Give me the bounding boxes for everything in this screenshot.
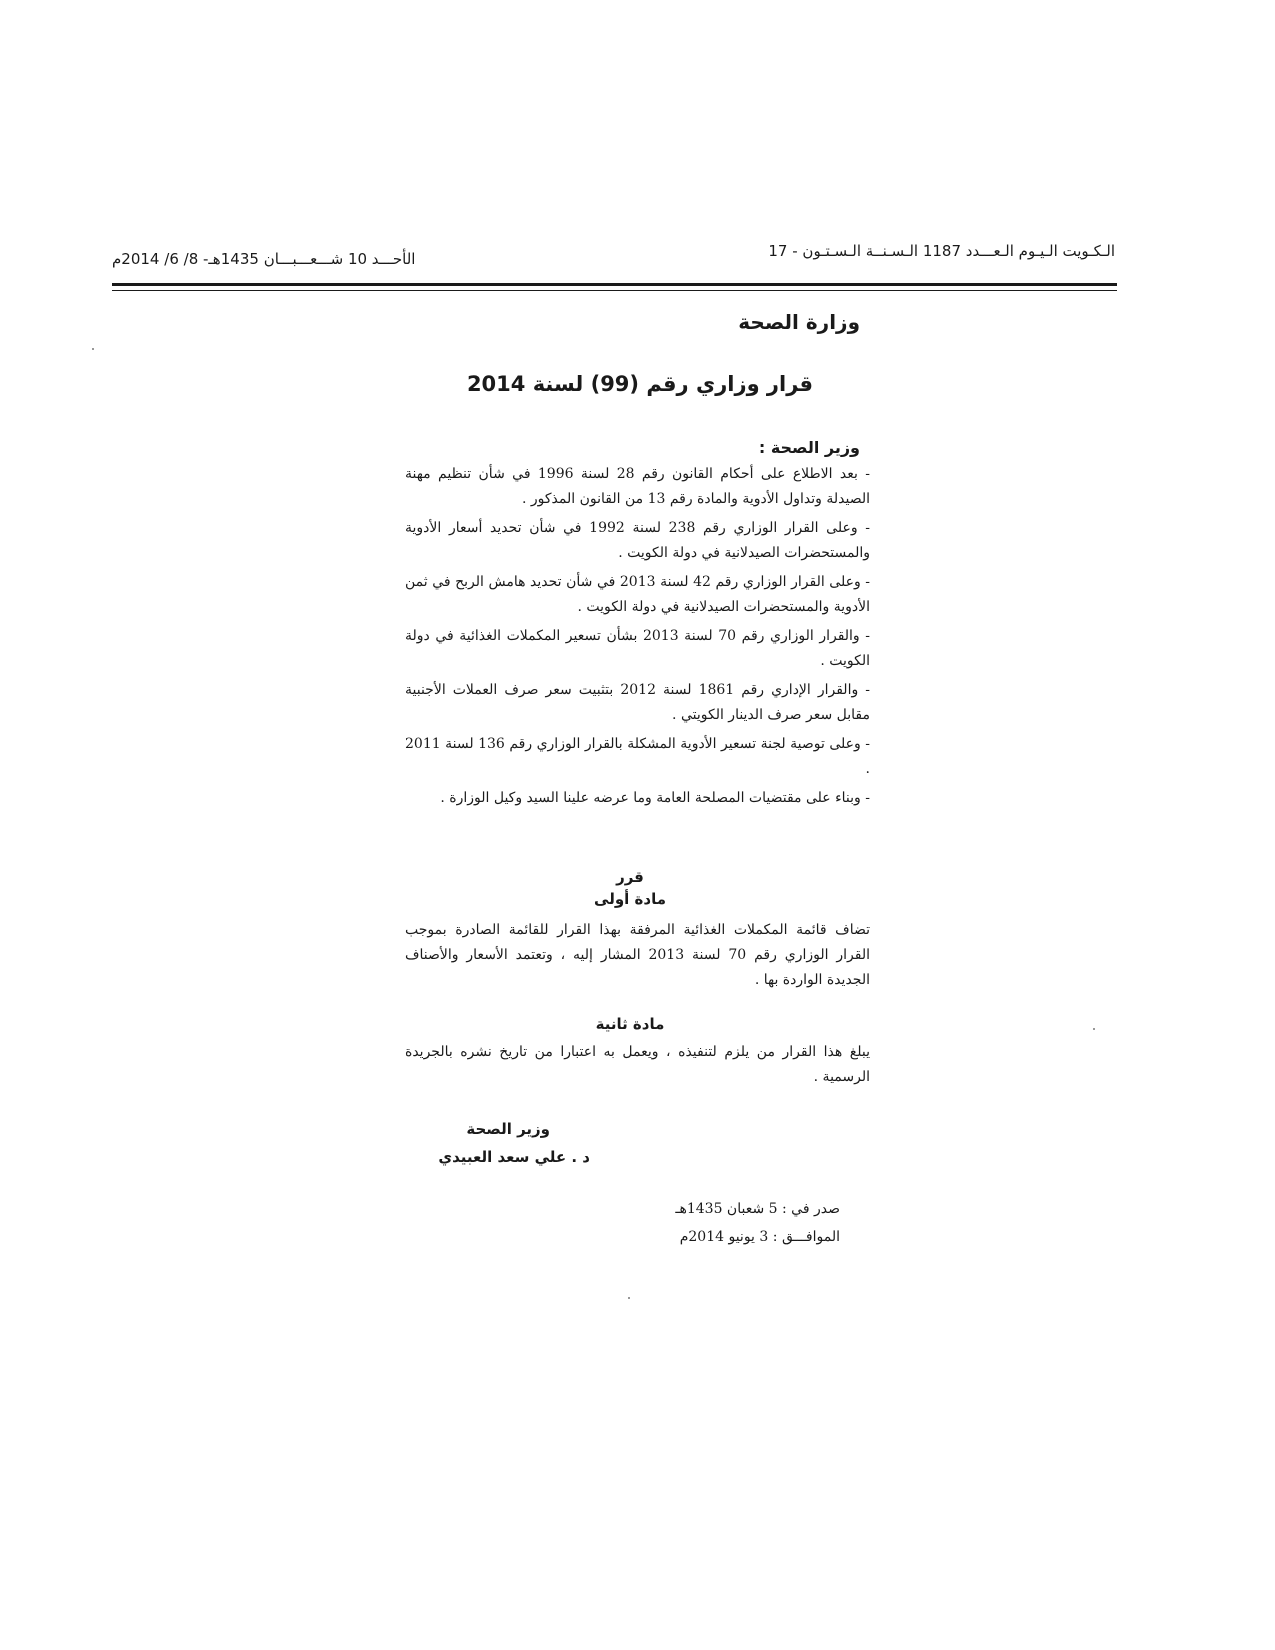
preamble-clause: - وعلى القرار الوزاري رقم 238 لسنة 1992 في شأن تحديد أسعار الأدوية والمستحضرات الصيدلانية في دولة الكويت .	[405, 520, 870, 561]
preamble	[405, 462, 870, 811]
preamble-clause: - وعلى القرار الوزاري رقم 42 لسنة 2013 في شأن تحديد هامش الربح في ثمن الأدوية والمستحضرات الصيدلانية في دولة الكويت .	[405, 574, 870, 615]
scan-speck	[1093, 1028, 1095, 1030]
header-rule-thin	[112, 290, 1117, 291]
issue-dates	[600, 1195, 840, 1251]
preamble-clause: - وعلى توصية لجنة تسعير الأدوية المشكلة بالقرار الوزاري رقم 136 لسنة 2011 .	[405, 736, 870, 777]
article-1-text: تضاف قائمة المكملات الغذائية المرفقة بهذا القرار للقائمة الصادرة بموجب القرار الوزاري رقم 70 لسنة 2013 المشار إليه ، وتعتمد الأسعار والأصناف الجديدة الواردة بها .	[405, 922, 870, 988]
scan-speck	[628, 1297, 630, 1299]
article-2-text: يبلغ هذا القرار من يلزم لتنفيذه ، ويعمل به اعتبارا من تاريخ نشره بالجريدة الرسمية .	[405, 1044, 870, 1085]
decided-heading: قرر	[616, 868, 644, 886]
preamble-clause: - والقرار الإداري رقم 1861 لسنة 2012 بتثبيت سعر صرف العملات الأجنبية مقابل سعر صرف الدينار الكويتي .	[405, 682, 870, 723]
signature-name: د . علي سعد العبيدي	[438, 1148, 590, 1166]
preamble-clause: - وبناء على مقتضيات المصلحة العامة وما عرضه علينا السيد وكيل الوزارة .	[440, 790, 870, 806]
minister-heading: وزير الصحة :	[758, 438, 860, 457]
issue-date-hijri: صدر في : 5 شعبان 1435هـ	[675, 1201, 840, 1217]
scan-speck	[92, 348, 94, 350]
article-1-heading: مادة أولى	[594, 890, 666, 908]
ministry-name: وزارة الصحة	[738, 310, 860, 334]
decree-title: قرار وزاري رقم (99) لسنة 2014	[466, 372, 814, 396]
issue-date-gregorian: الموافـــق : 3 يونيو 2014م	[679, 1229, 840, 1245]
article-2-heading: مادة ثانية	[595, 1015, 665, 1033]
header-date: الأحـــد 10 شـــعـــبـــان 1435هـ- 8/ 6/ 2014م	[112, 250, 416, 268]
preamble-clause: - بعد الاطلاع على أحكام القانون رقم 28 لسنة 1996 في شأن تنظيم مهنة الصيدلة وتداول الأدوية والمادة رقم 13 من القانون المذكور .	[405, 466, 870, 507]
header-publication: الـكـويت الـيـوم الـعـــدد 1187 الـسـنــة الـسـتـون - 17	[768, 242, 1115, 260]
signature-title: وزير الصحة	[466, 1120, 550, 1138]
preamble-clause: - والقرار الوزاري رقم 70 لسنة 2013 بشأن تسعير المكملات الغذائية في دولة الكويت .	[405, 628, 870, 669]
header-rule-thick	[112, 283, 1117, 286]
